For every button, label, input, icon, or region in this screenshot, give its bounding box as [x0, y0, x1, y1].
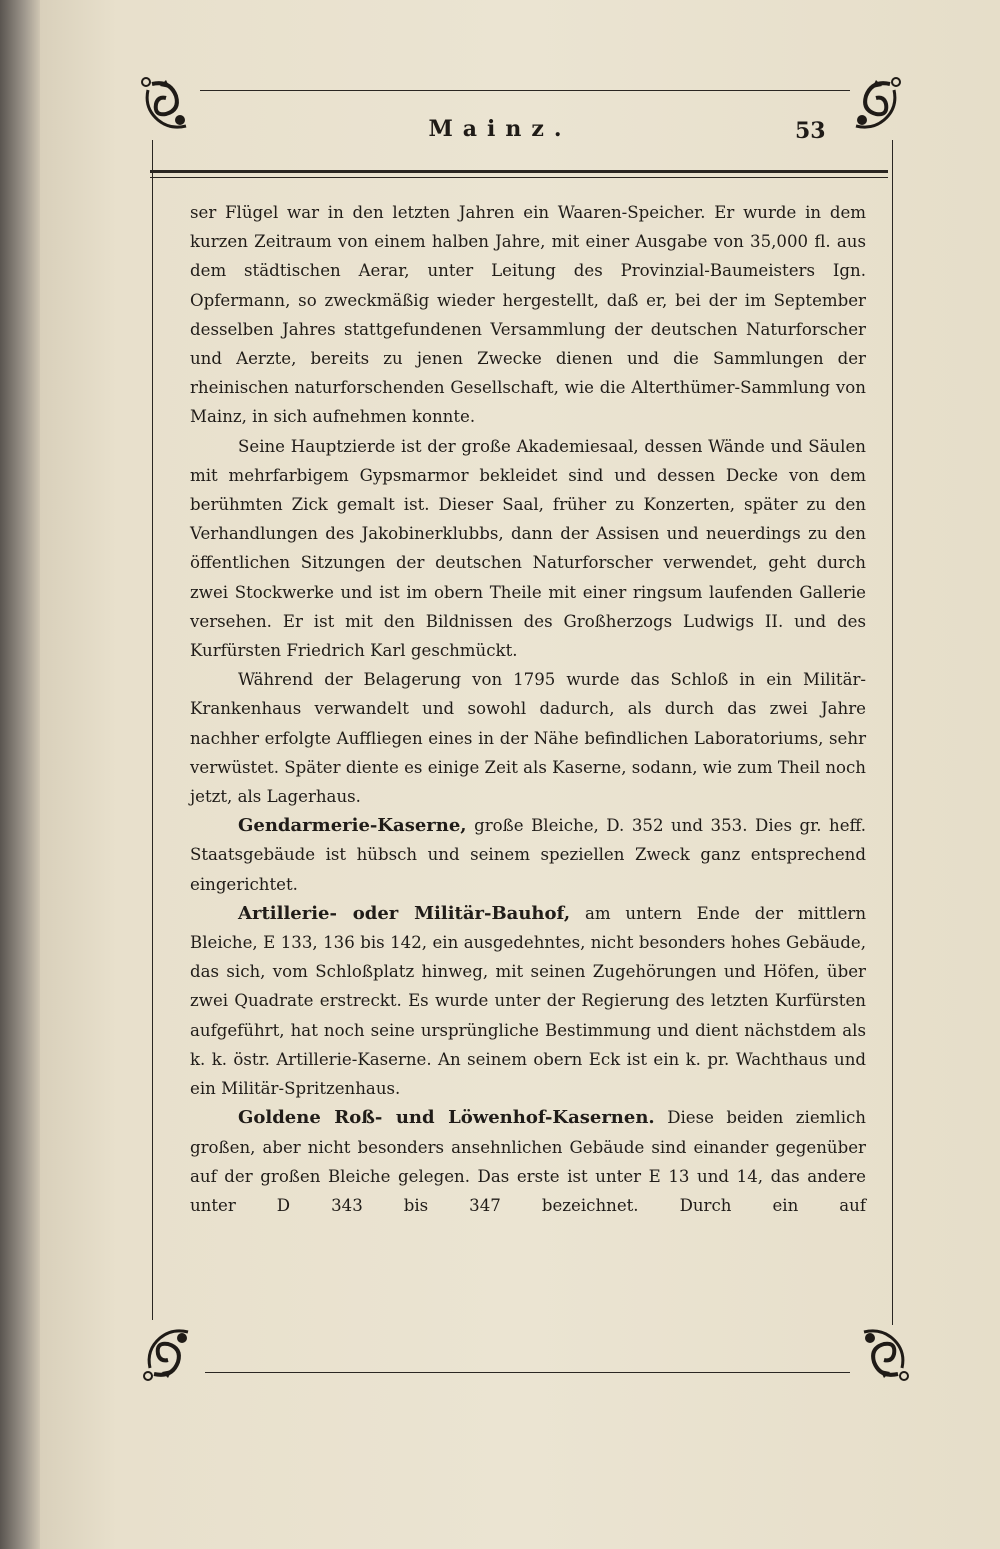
paragraph-1: ser Flügel war in den letzten Jahren ein Waaren-Speicher. Er wurde in dem kurzen Zeitraum von einem halben Jahre, mit einer Ausgabe von 35,000 fl. aus dem städtischen Aerar, unter Leitung des Provinzial-Baumeisters Ign. Opfermann, so zweckmäßig wieder hergestellt, daß er, bei der im September desselben Jahres stattgefundenen Versammlung der deutschen Naturforscher und Aerzte, bereits zu jenen Zwecke dienen und die Sammlungen der rheinischen naturforschenden Gesellschaft, wie die Alterthümer-Sammlung von Mainz, in sich aufnehmen konnte. [190, 203, 866, 427]
body-text [190, 198, 866, 1220]
heading-goldene-ross-kasernen: Goldene Roß- und Löwenhof-Kasernen. [238, 1107, 655, 1129]
corner-ornament-bottom-left-icon [142, 1320, 204, 1382]
header-rule-thick [150, 170, 888, 173]
page-number: 53 [795, 118, 826, 144]
paragraph-6 [190, 1103, 866, 1220]
running-title: Mainz. [428, 116, 572, 142]
heading-gendarmerie-kaserne: Gendarmerie-Kaserne, [238, 815, 467, 837]
corner-ornament-bottom-right-icon [848, 1320, 910, 1382]
paragraph-4 [190, 811, 866, 899]
heading-artillerie-bauhof: Artillerie- oder Militär-Bauhof, [238, 902, 571, 924]
frame-left-rule [152, 140, 153, 1320]
frame-top-rule [200, 90, 850, 91]
paragraph-5-text: am untern Ende der mittlern Bleiche, E 133, 136 bis 142, ein ausgedehntes, nicht besonders hohes Gebäude, das sich, vom Schloßplatz hinweg, mit seinen Zugehörungen und Höfen, über zwei Quadrate erstreckt. Es wurde unter der Regierung des letzten Kurfürsten aufgeführt, hat noch seine ursprüngliche Bestimmung und dient nächstdem als k. k. östr. Artillerie-Kaserne. An seinem obern Eck ist ein k. pr. Wachthaus und ein Militär-Spritzenhaus. [190, 903, 867, 1099]
paragraph-5 [190, 899, 866, 1103]
frame-right-rule [892, 140, 893, 1325]
frame-bottom-rule [205, 1372, 850, 1373]
paragraph-3: Während der Belagerung von 1795 wurde das Schloß in ein Militär-Krankenhaus verwandelt und sowohl dadurch, als durch das zwei Jahre nachher erfolgte Auffliegen eines in der Nähe befindlichen Laboratoriums, sehr verwüstet. Später diente es einige Zeit als Kaserne, sodann, wie zum Theil noch jetzt, als Lagerhaus. [190, 670, 866, 807]
paragraph-4-text: große Bleiche, D. 352 und 353. Dies gr. heff. Staatsgebäude ist hübsch und seinem speziellen Zweck ganz entsprechend eingerichtet. [190, 816, 866, 894]
paragraph-6-text: Diese beiden ziemlich großen, aber nicht besonders ansehnlichen Gebäude sind einander gegenüber auf der großen Bleiche gelegen. Das erste ist unter E 13 und 14, das andere unter D 343 bis 347 bezeichnet. Durch ein auf [190, 1108, 866, 1215]
paragraph-2: Seine Hauptzierde ist der große Akademiesaal, dessen Wände und Säulen mit mehrfarbigem Gypsmarmor bekleidet sind und dessen Decke von dem berühmten Zick gemalt ist. Dieser Saal, früher zu Konzerten, später zu den Verhandlungen des Jakobinerklubbs, dann der Assisen und neuerdings zu den öffentlichen Sitzungen der deutschen Naturforscher verwendet, geht durch zwei Stockwerke und ist im obern Theile mit einer ringsum laufenden Gallerie versehen. Er ist mit den Bildnissen des Großherzogs Ludwigs II. und des Kurfürsten Friedrich Karl geschmückt. [190, 436, 866, 661]
header-rule-thin [150, 177, 888, 178]
book-spine-shadow [0, 0, 40, 1549]
